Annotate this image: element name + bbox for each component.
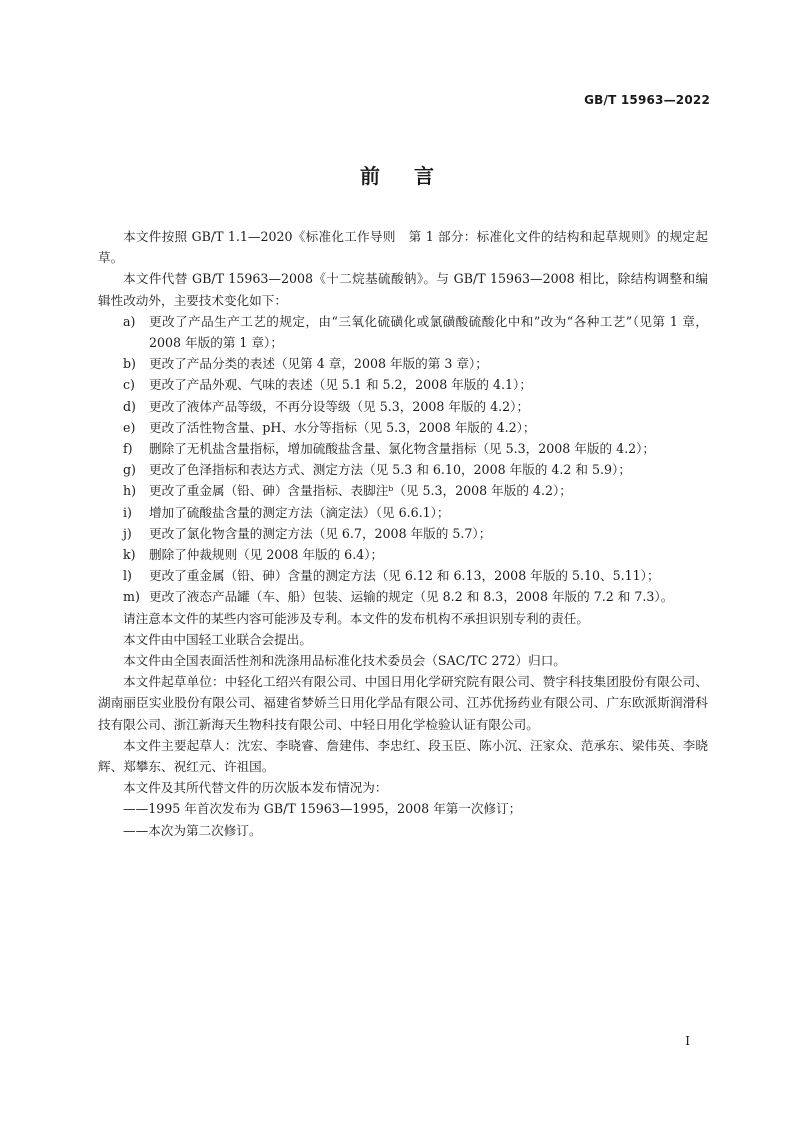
list-item — [98, 565, 708, 586]
list-item — [98, 459, 708, 480]
list-marker: f) — [123, 441, 133, 457]
list-item-text: 更改了重金属（铅、砷）含量的测定方法（见 6.12 和 6.13，2008 年版的 5.10、5.11）； — [149, 568, 660, 584]
list-item — [98, 374, 708, 395]
list-marker: j) — [123, 525, 132, 541]
list-marker: d) — [123, 398, 136, 414]
list-marker: i) — [123, 504, 132, 520]
page-title: 前言 — [360, 164, 468, 188]
list-marker: h) — [123, 483, 137, 499]
list-item-text: 更改了液态产品罐（车、船）包装、运输的规定（见 8.2 和 8.3，2008 年版的 7.2 和 7.3）。 — [149, 589, 674, 605]
list-item-text: 更改了产品外观、气味的表述（见 5.1 和 5.2，2008 年版的 4.1）； — [149, 377, 532, 393]
changes-list — [98, 311, 708, 608]
paragraph-drafting-organizations: 本文件起草单位：中轻化工绍兴有限公司、中国日用化学研究院有限公司、赞宇科技集团股份有限公司、湖南丽臣实业股份有限公司、福建省梦娇兰日用化学品有限公司、江苏优扬药业有限公司、广东欧派斯润滑科技有限公司、浙江新海天生物科技有限公司、中轻日用化学检验认证有限公司。 — [98, 674, 708, 732]
history-item: ——本次为第二次修订。 — [123, 822, 262, 838]
page-number: I — [685, 1034, 690, 1048]
list-item — [98, 353, 708, 374]
list-item-text: 更改了色泽指标和表达方式、测定方法（见 5.3 和 6.10，2008 年版的 4.2 和 5.9）； — [149, 462, 631, 478]
list-item — [98, 586, 708, 607]
list-marker: k) — [123, 547, 136, 563]
list-marker: b) — [123, 356, 136, 372]
list-item-text: 删除了仲裁规则（见 2008 年版的 6.4）； — [149, 547, 384, 563]
foreword-body — [98, 226, 708, 841]
paragraph-drafters: 本文件主要起草人：沈宏、李晓睿、詹建伟、李忠红、段玉臣、陈小沉、汪家众、范承东、梁伟英、李晓辉、郑攀东、祝红元、许祖国。 — [98, 737, 708, 775]
list-marker: l) — [123, 568, 132, 584]
list-item-text: 更改了液体产品等级，不再分设等级（见 5.3，2008 年版的 4.2）； — [149, 398, 530, 414]
list-marker: m) — [123, 589, 140, 605]
list-item — [98, 417, 708, 438]
list-item — [98, 438, 708, 459]
list-item — [98, 544, 708, 565]
list-item — [98, 311, 708, 353]
list-marker: e) — [123, 419, 136, 435]
paragraph-history-intro: 本文件及其所代替文件的历次版本发布情况为： — [123, 780, 388, 796]
list-marker: c) — [123, 377, 135, 393]
list-item-text: 更改了产品分类的表述（见第 4 章，2008 年版的第 3 章）； — [149, 356, 488, 372]
paragraph-proposer: 本文件由中国轻工业联合会提出。 — [123, 631, 312, 647]
list-item — [98, 502, 708, 523]
paragraph-drafting-rules: 本文件按照 GB/T 1.1—2020《标准化工作导则 第 1 部分：标准化文件的结构和起草规则》的规定起草。 — [98, 229, 708, 266]
list-item — [98, 396, 708, 417]
list-item — [98, 523, 708, 544]
list-marker: g) — [123, 462, 136, 478]
paragraph-patent-notice: 请注意本文件的某些内容可能涉及专利。本文件的发布机构不承担识别专利的责任。 — [123, 610, 589, 626]
paragraph-replaces: 本文件代替 GB/T 15963—2008《十二烷基硫酸钠》。与 GB/T 15963—2008 相比，除结构调整和编辑性改动外，主要技术变化如下： — [98, 271, 708, 308]
standard-number: GB/T 15963—2022 — [584, 93, 710, 107]
list-item-text: 增加了硫酸盐含量的测定方法（滴定法）（见 6.6.1）； — [149, 504, 450, 520]
list-marker: a) — [123, 313, 136, 329]
paragraph-technical-committee: 本文件由全国表面活性剂和洗涤用品标准化技术委员会（SAC/TC 272）归口。 — [123, 653, 566, 669]
list-item-text: 更改了重金属（铅、砷）含量指标、表脚注ᵇ（见 5.3，2008 年版的 4.2）； — [149, 483, 572, 499]
list-item-text: 更改了活性物含量、pH、水分等指标（见 5.3，2008 年版的 4.2）； — [149, 419, 536, 435]
history-item: ——1995 年首次发布为 GB/T 15963—1995，2008 年第一次修订； — [123, 801, 522, 817]
list-item-text: 更改了氯化物含量的测定方法（见 6.7，2008 年版的 5.7）； — [149, 525, 492, 541]
list-item — [98, 480, 708, 501]
list-item-text: 更改了产品生产工艺的规定，由“三氧化硫磺化或氯磺酸硫酸化中和”改为“各种工艺”（见第 1 章，2008 年版的第 1 章）； — [149, 313, 708, 351]
list-item-text: 删除了无机盐含量指标，增加硫酸盐含量、氯化物含量指标（见 5.3，2008 年版的 4.2）； — [149, 441, 656, 457]
